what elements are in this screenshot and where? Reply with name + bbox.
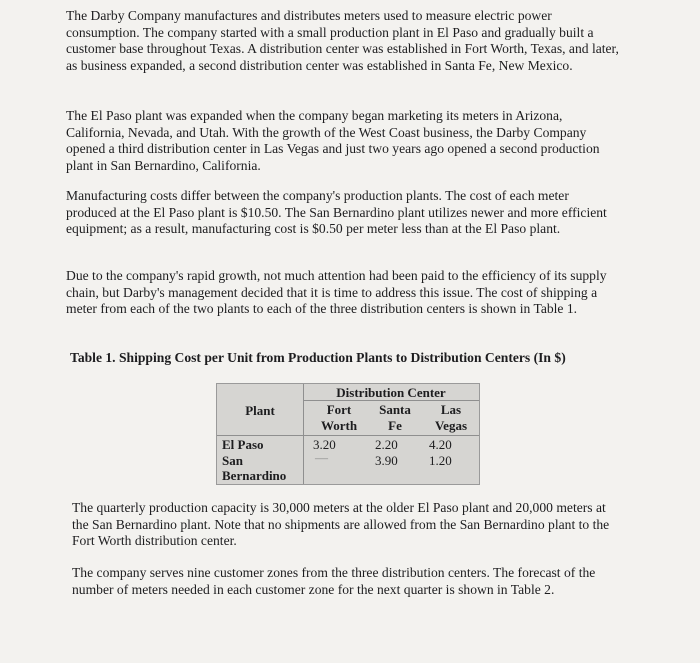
las-vegas-header-line2: Vegas	[434, 418, 468, 433]
san-bernardino-las-vegas-cost: 1.20	[429, 453, 452, 468]
el-paso-las-vegas-cost: 4.20	[429, 437, 452, 452]
row-san-bernardino-plant-line1: San	[222, 453, 243, 468]
manufacturing-cost-paragraph: Manufacturing costs differ between the company's production plants. The cost of each meter produced at the El Paso plant is $10.50. The San Bernardino plant utilizes newer and more efficient equipment; as a result, manufacturing cost is $0.50 per meter less than at the El Paso plant.	[66, 188, 607, 236]
supply-chain-paragraph: Due to the company's rapid growth, not much attention had been paid to the efficiency of its supply chain, but Darby's management decided that it is time to address this issue. The cost of shipping a meter from each of the two plants to each of the three distribution centers is shown in Table 1.	[66, 268, 607, 316]
shipping-cost-table	[216, 383, 480, 485]
fort-worth-header-line1: Fort	[326, 402, 352, 417]
customer-zones-paragraph: The company serves nine customer zones from the three distribution centers. The forecast of the number of meters needed in each customer zone for the next quarter is shown in Table 2.	[72, 565, 596, 597]
santa-fe-header-line2: Fe	[388, 418, 402, 433]
el-paso-santa-fe-cost: 2.20	[375, 437, 398, 452]
table1-caption: Table 1. Shipping Cost per Unit from Production Plants to Distribution Centers (In $)	[70, 350, 566, 365]
distribution-center-header: Distribution Center	[336, 385, 446, 400]
san-bernardino-fort-worth-cost: —	[315, 450, 328, 465]
group-header-rule	[303, 400, 479, 401]
san-bernardino-santa-fe-cost: 3.90	[375, 453, 398, 468]
expansion-paragraph: The El Paso plant was expanded when the company began marketing its meters in Arizona, California, Nevada, and Utah. With the growth of the West Coast business, the Darby Company opened a third distribution center in Las Vegas and just two years ago opened a second production plant in San Bernardino, California.	[66, 108, 600, 173]
intro-paragraph: The Darby Company manufactures and distributes meters used to measure electric power consumption. The company started with a small production plant in El Paso and gradually built a customer base throughout Texas. A distribution center was established in Fort Worth, Texas, and later, as business expanded, a second distribution center was established in Santa Fe, New Mexico.	[66, 8, 619, 73]
row-el-paso-plant: El Paso	[222, 437, 264, 452]
fort-worth-header-line2: Worth	[320, 418, 358, 433]
el-paso-fort-worth-cost: 3.20	[313, 437, 336, 452]
header-body-rule	[217, 435, 479, 436]
row-san-bernardino-plant-line2: Bernardino	[222, 468, 287, 483]
plant-header: Plant	[245, 403, 275, 418]
las-vegas-header-line1: Las	[440, 402, 462, 417]
capacity-paragraph: The quarterly production capacity is 30,000 meters at the older El Paso plant and 20,000 meters at the San Bernardino plant. Note that no shipments are allowed from the San Bernardino plant to the Fort Worth distribution center.	[72, 500, 610, 548]
santa-fe-header-line1: Santa	[379, 402, 411, 417]
